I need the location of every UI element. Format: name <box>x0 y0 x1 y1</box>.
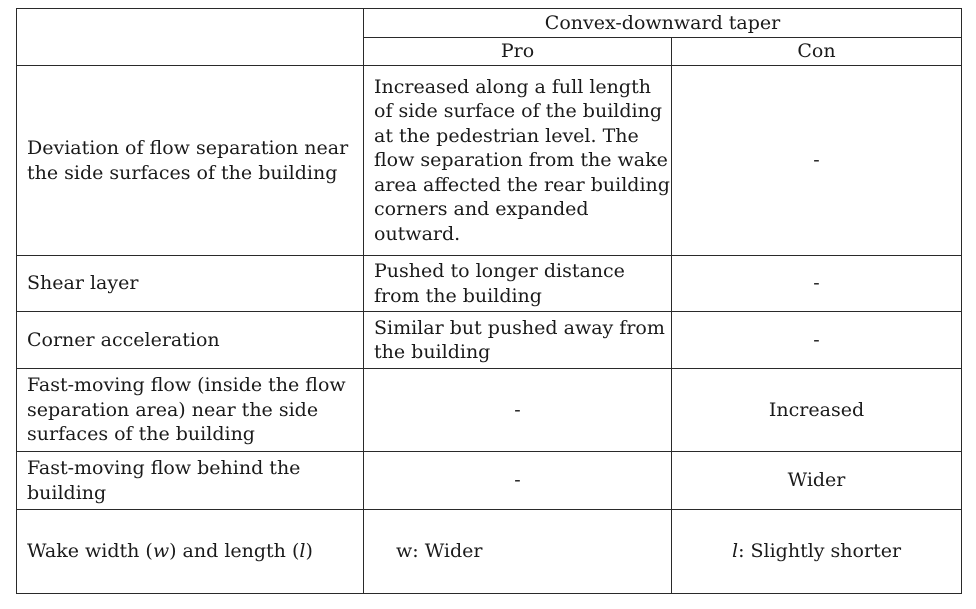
wake-row <box>17 510 962 594</box>
header-con-cell: Con <box>672 38 962 66</box>
wake-width-symbol: w <box>152 540 170 563</box>
row-con-cell: - <box>672 256 962 312</box>
row-con-cell: Increased <box>672 369 962 452</box>
row-label-cell: Deviation of flow separation near the side surfaces of the building <box>17 66 364 256</box>
row-label-cell: Corner acceleration <box>17 312 364 369</box>
header-empty-cell <box>17 9 364 66</box>
table-row <box>17 256 962 312</box>
wake-con-symbol: l <box>731 540 739 563</box>
wake-length-symbol: l <box>299 540 306 563</box>
row-con-cell: - <box>672 312 962 369</box>
row-label-cell: Fast-moving flow (inside the flow separation area) near the side surfaces of the building <box>17 369 364 452</box>
header-group-cell: Convex-downward taper <box>364 9 962 38</box>
header-pro-cell: Pro <box>364 38 672 66</box>
table-row <box>17 312 962 369</box>
table-row <box>17 66 962 256</box>
row-con-cell: - <box>672 66 962 256</box>
wake-label-cell <box>17 510 364 594</box>
table-row <box>17 369 962 452</box>
wake-label-mid: ) and length ( <box>169 540 300 563</box>
wake-pro-cell: w: Wider <box>364 510 672 594</box>
wake-label-suffix: ) <box>305 540 313 563</box>
row-pro-cell: Similar but pushed away from the building <box>364 312 672 369</box>
row-pro-cell: Increased along a full length of side surface of the building at the pedestrian level. The flow separation from the wake area affected the rear building corners and expanded outward. <box>364 66 672 256</box>
comparison-table <box>16 8 962 594</box>
header-row-group <box>17 9 962 38</box>
row-label-cell: Fast-moving flow behind the building <box>17 452 364 510</box>
wake-con-text: : Slightly shorter <box>738 540 902 563</box>
row-con-cell: Wider <box>672 452 962 510</box>
table-row <box>17 452 962 510</box>
wake-label-prefix: Wake width ( <box>27 540 153 563</box>
wake-con-cell <box>672 510 962 594</box>
row-pro-cell: - <box>364 369 672 452</box>
row-pro-cell: - <box>364 452 672 510</box>
row-pro-cell: Pushed to longer distance from the building <box>364 256 672 312</box>
row-label-cell: Shear layer <box>17 256 364 312</box>
